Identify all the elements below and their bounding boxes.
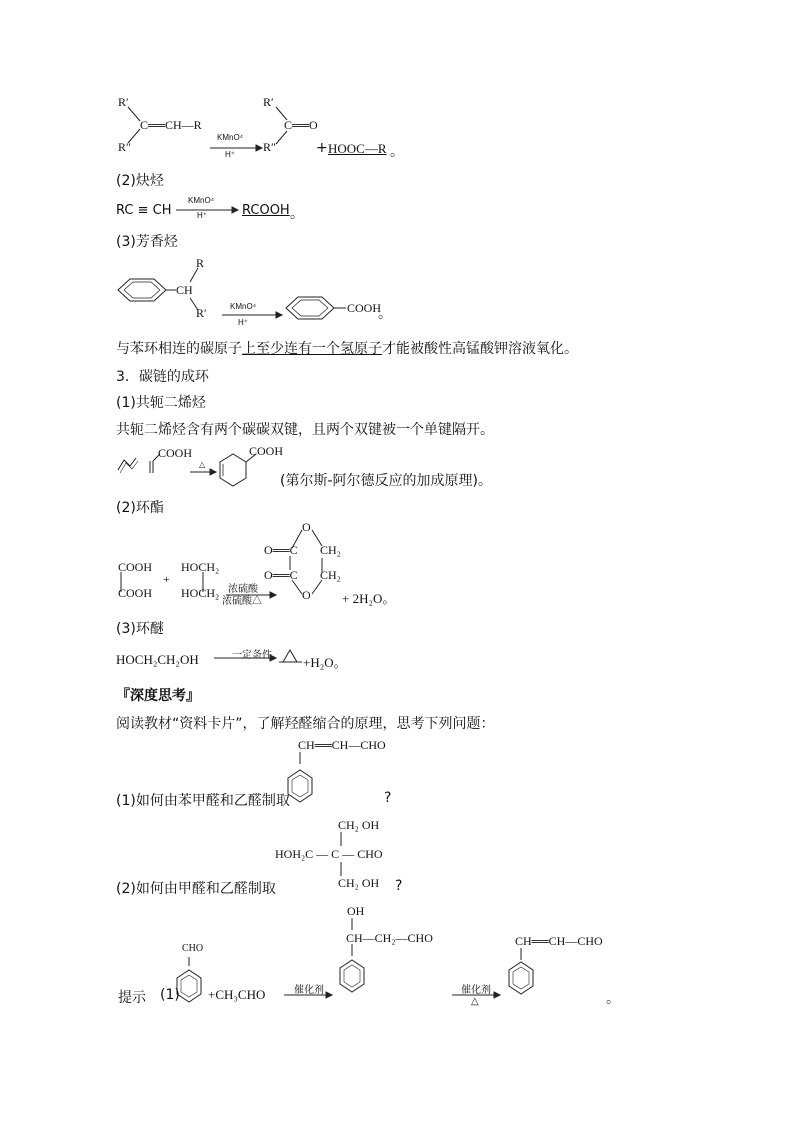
cyclohexene-cooh: COOH (249, 444, 284, 458)
q2-middle: HOH₂C — C — CHO (275, 847, 383, 861)
deep-intro: 阅读教材“资料卡片”，了解羟醛缩合的原理，思考下列问题： (116, 716, 495, 732)
ester-plus: + (163, 572, 170, 586)
aromatic-heading: (3)芳香烃 (116, 234, 178, 250)
aromatic-ch: CH (176, 283, 193, 297)
hint-number: (1) (160, 987, 180, 1003)
question-2-mark: ? (395, 878, 403, 894)
oxalic-cooh-2: COOH (118, 586, 153, 600)
alkyne-catalyst: H⁺ (197, 211, 207, 220)
glycol-hoch2-1: HOCH₂ (181, 560, 220, 574)
alkyne-heading: (2)炔烃 (116, 173, 164, 189)
benzoic-acid-group: COOH (347, 301, 382, 315)
hint-catalyst-1: 催化剂 (294, 985, 324, 996)
aromatic-end: 。 (378, 306, 392, 322)
ring-ch2-1: CH₂ (320, 543, 341, 557)
ketone-r1: R′ (263, 95, 274, 109)
alkene-r1: R′ (118, 95, 129, 109)
alkene-plus: + (316, 140, 328, 156)
hint-heat: △ (471, 996, 479, 1007)
diene-heading: (1)共轭二烯烃 (116, 395, 206, 411)
aromatic-reagent: KMnO⁴ (230, 302, 257, 311)
dienophile-cooh: COOH (158, 446, 193, 460)
deep-heading: 『深度思考』 (116, 688, 200, 704)
ring-oxygen-bottom: O (302, 588, 311, 602)
alkyne-end: 。 (290, 206, 304, 222)
alkene-double-bond: C══CH—R (140, 118, 202, 132)
intermediate-chain: CH—CH₂—CHO (346, 931, 433, 945)
alkene-end: 。 (390, 144, 404, 160)
ether-product-tail: +H₂O。 (303, 655, 347, 670)
alkyne-reagent: KMnO⁴ (188, 196, 215, 205)
alkene-catalyst: H⁺ (225, 150, 235, 159)
alkene-r2: R″ (118, 140, 132, 154)
ether-reactant: HOCH₂CH₂OH (116, 652, 199, 667)
diels-alder-heat: △ (199, 460, 206, 469)
section3-heading: 3．碳链的成环 (116, 369, 209, 385)
ester-product-tail: + 2H₂O。 (342, 591, 396, 606)
hint-label: 提示 (118, 990, 146, 1006)
final-chain: CH══CH—CHO (515, 934, 603, 948)
aromatic-note-a: 与苯环相连的碳原子 (116, 341, 242, 357)
ketone-r2: R″ (263, 140, 277, 154)
ring-oxygen-top: O (302, 520, 311, 534)
alkyne-product: RCOOH (242, 203, 290, 218)
question-1: (1)如何由苯甲醛和乙醛制取 (116, 793, 290, 809)
aromatic-note-c: 才能被酸性高锰酸钾溶液氧化。 (382, 341, 578, 357)
diels-alder-note: (第尔斯-阿尔德反应的加成原理)。 (280, 473, 492, 489)
alkyne-reactant: RC ≡ CH (116, 203, 172, 218)
q1-chain: CH══CH—CHO (298, 738, 386, 752)
ring-ch2-2: CH₂ (320, 568, 341, 582)
ester-condition-top: 浓硫酸 (228, 584, 258, 595)
oxalic-cooh-1: COOH (118, 560, 153, 574)
aromatic-catalyst: H⁺ (238, 318, 248, 327)
question-2: (2)如何由甲醛和乙醛制取 (116, 881, 276, 897)
hint-catalyst-2: 催化剂 (461, 985, 491, 996)
ring-carbonyl-2: O══C (264, 568, 298, 582)
glycol-hoch2-2: HOCH₂ (181, 586, 220, 600)
benzaldehyde-cho: CHO (182, 943, 204, 954)
intermediate-oh: OH (347, 904, 365, 918)
ketone-carbonyl: C══O (284, 118, 318, 132)
q2-top: CH₂ OH (338, 818, 380, 832)
question-1-mark: ? (384, 790, 392, 806)
aromatic-note (116, 338, 578, 358)
hint-acetaldehyde: +CH₃CHO (208, 987, 266, 1002)
ester-heading: (2)环酯 (116, 500, 164, 516)
alkene-acid-product: HOOC—R (328, 141, 387, 156)
diene-description: 共轭二烯烃含有两个碳碳双键，且两个双键被一个单键隔开。 (116, 422, 494, 438)
ring-carbonyl-1: O══C (264, 543, 298, 557)
alkene-reagent: KMnO⁴ (217, 133, 244, 142)
aromatic-note-b: 上至少连有一个氢原子 (242, 341, 382, 357)
q2-bottom: CH₂ OH (338, 876, 380, 890)
ether-heading: (3)环醚 (116, 621, 164, 637)
hint-end: 。 (606, 991, 620, 1007)
ester-condition-bottom: 浓硫酸△ (222, 596, 262, 607)
ether-condition: 一定条件 (232, 650, 272, 661)
aromatic-r: R (196, 256, 205, 270)
aromatic-r-prime: R′ (196, 306, 207, 320)
